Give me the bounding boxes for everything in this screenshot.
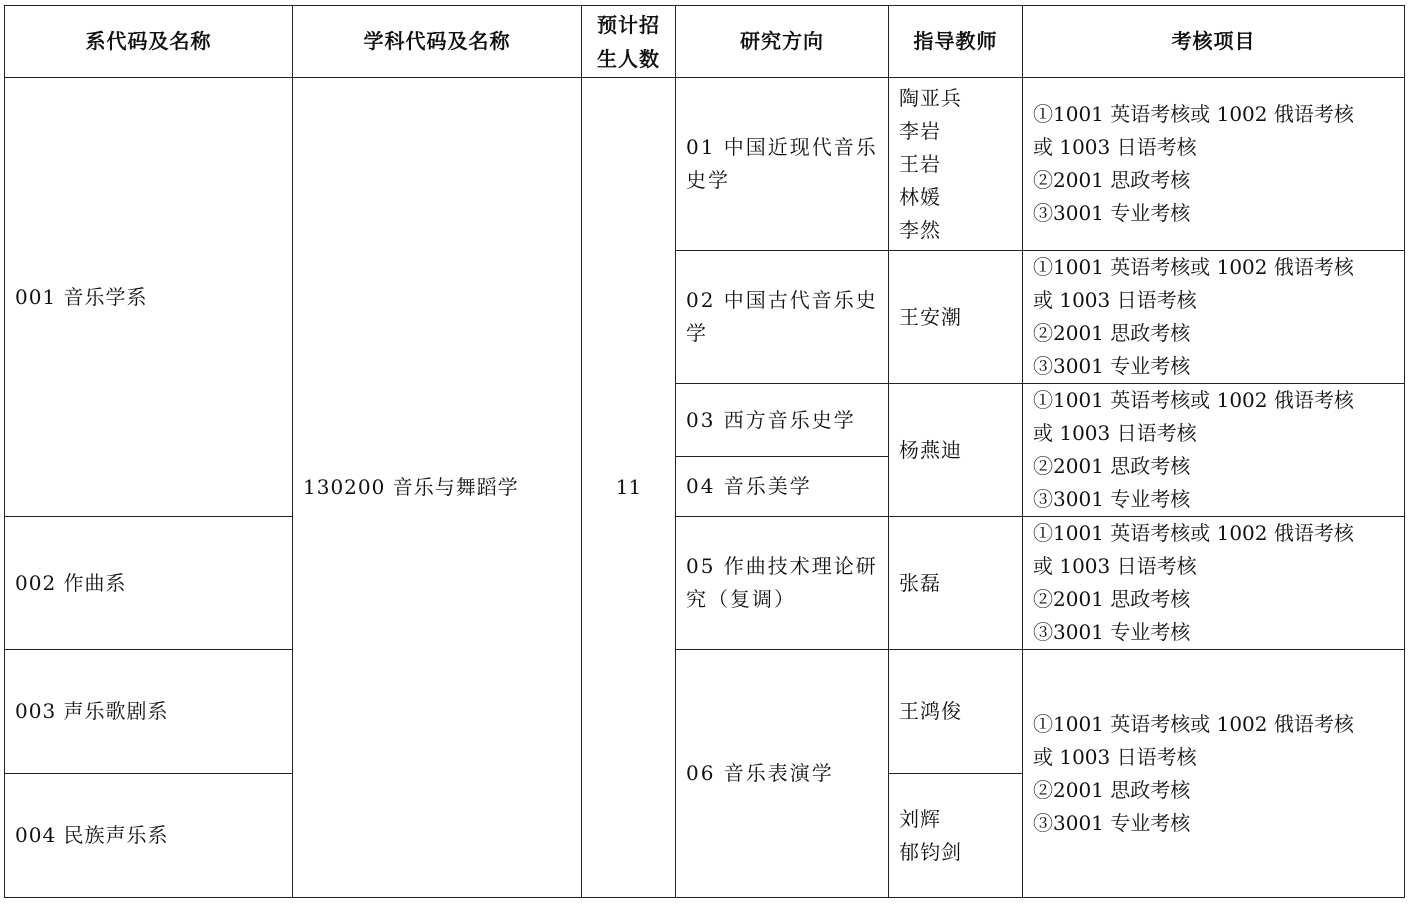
- dept-cell-004: 004 民族声乐系: [5, 774, 293, 898]
- advisor-name: 张磊: [899, 570, 941, 595]
- direction-text: 05 作曲技术理论研究（复调）: [686, 554, 878, 611]
- direction-cell-02: [676, 251, 889, 384]
- advisor-cell-02: [889, 251, 1023, 384]
- header-exam: 考核项目: [1023, 6, 1405, 78]
- header-quota: 预计招生人数: [582, 6, 676, 78]
- advisor-name: 刘辉: [899, 806, 941, 831]
- exam-line: ③3001 专业考核: [1033, 620, 1191, 644]
- dept-cell-003: 003 声乐歌剧系: [5, 650, 293, 774]
- advisor-name: 王安潮: [899, 304, 962, 329]
- exam-cell-4: [1023, 517, 1405, 650]
- exam-cell-1: [1023, 78, 1405, 251]
- advisor-cell-03-04: [889, 384, 1023, 517]
- exam-cell-3: [1023, 384, 1405, 517]
- exam-line: 或 1003 日语考核: [1033, 288, 1197, 312]
- advisor-name: 林媛: [899, 184, 941, 209]
- exam-line: 或 1003 日语考核: [1033, 744, 1197, 769]
- exam-line: ③3001 专业考核: [1033, 354, 1191, 378]
- exam-line: ③3001 专业考核: [1033, 487, 1191, 511]
- advisor-name: 王岩: [899, 151, 941, 176]
- direction-cell-06: [676, 650, 889, 898]
- advisor-name: 郁钧剑: [899, 839, 962, 864]
- advisor-name: 李岩: [899, 118, 941, 143]
- direction-text: 02 中国古代音乐史学: [686, 288, 878, 345]
- exam-line: 或 1003 日语考核: [1033, 135, 1197, 159]
- advisor-cell-06b: [889, 774, 1023, 898]
- direction-cell-01: [676, 78, 889, 251]
- exam-line: 或 1003 日语考核: [1033, 554, 1197, 578]
- header-advisor: 指导教师: [889, 6, 1023, 78]
- header-row: [5, 6, 1405, 78]
- exam-line: ②2001 思政考核: [1033, 777, 1191, 802]
- direction-cell-04: [676, 457, 889, 517]
- quota-cell: 11: [582, 78, 676, 898]
- exam-line: ①1001 英语考核或 1002 俄语考核: [1033, 388, 1354, 412]
- advisor-name: 李然: [899, 217, 941, 242]
- exam-cell-5: [1023, 650, 1405, 898]
- table-row: [5, 78, 1405, 251]
- exam-line: ②2001 思政考核: [1033, 587, 1191, 611]
- admissions-table: [4, 5, 1405, 898]
- table-row: [5, 517, 1405, 650]
- advisor-cell-05: [889, 517, 1023, 650]
- exam-line: ①1001 英语考核或 1002 俄语考核: [1033, 521, 1354, 545]
- exam-line: ①1001 英语考核或 1002 俄语考核: [1033, 102, 1354, 126]
- exam-line: ③3001 专业考核: [1033, 201, 1191, 225]
- advisor-name: 陶亚兵: [899, 85, 962, 110]
- exam-line: ②2001 思政考核: [1033, 321, 1191, 345]
- exam-line: ③3001 专业考核: [1033, 810, 1191, 835]
- advisor-cell-06a: [889, 650, 1023, 774]
- header-direction: 研究方向: [676, 6, 889, 78]
- direction-cell-05: [676, 517, 889, 650]
- dept-cell-002: 002 作曲系: [5, 517, 293, 650]
- subject-cell: 130200 音乐与舞蹈学: [293, 78, 582, 898]
- direction-cell-03: [676, 384, 889, 457]
- direction-text: 06 音乐表演学: [686, 761, 834, 785]
- dept-cell-001: 001 音乐学系: [5, 78, 293, 517]
- direction-text: 03 西方音乐史学: [686, 407, 856, 432]
- header-subject: 学科代码及名称: [293, 6, 582, 78]
- advisor-name: 王鸿俊: [899, 699, 962, 723]
- header-dept: 系代码及名称: [5, 6, 293, 78]
- exam-line: ②2001 思政考核: [1033, 168, 1191, 192]
- advisor-cell-01: [889, 78, 1023, 251]
- direction-text: 04 音乐美学: [686, 474, 812, 498]
- exam-line: ②2001 思政考核: [1033, 454, 1191, 478]
- exam-cell-2: [1023, 251, 1405, 384]
- table-row: [5, 650, 1405, 774]
- exam-line: ①1001 英语考核或 1002 俄语考核: [1033, 711, 1354, 736]
- advisor-name: 杨燕迪: [899, 437, 962, 462]
- exam-line: ①1001 英语考核或 1002 俄语考核: [1033, 255, 1354, 279]
- exam-line: 或 1003 日语考核: [1033, 421, 1197, 445]
- direction-text: 01 中国近现代音乐史学: [686, 135, 878, 192]
